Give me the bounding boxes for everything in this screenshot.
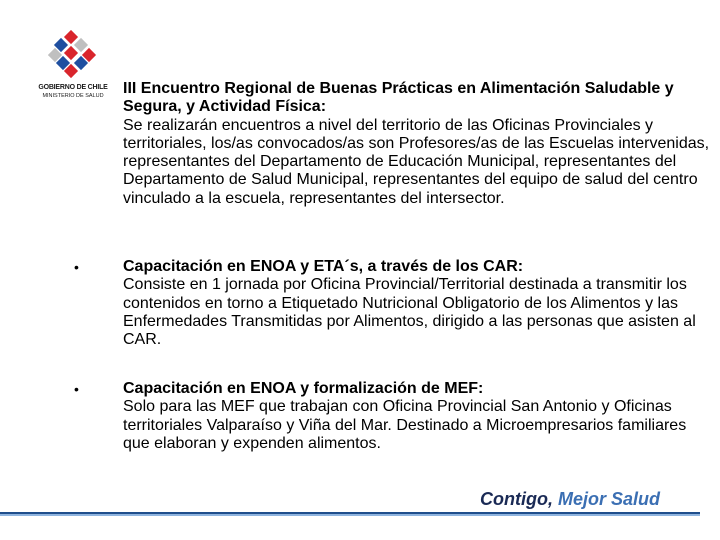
list-item bbox=[123, 258, 713, 349]
ministry-logo bbox=[34, 30, 112, 105]
slogan-part-mejor-salud: Mejor Salud bbox=[558, 489, 661, 509]
logo-ministry-text: MINISTERIO DE SALUD bbox=[42, 93, 104, 99]
item-body: Se realizarán encuentros a nivel del territorio de las Oficinas Provinciales y territoriales, los/as convocados/as son Profesores/as de las Escuelas intervenidas, representantes del Departamento de Educación Municipal, representantes del Departamento de Salud Municipal, representantes del equipo de salud del centro vinculado a la escuela, representantes del intersector. bbox=[123, 116, 710, 207]
chile-flag-cubes-icon bbox=[48, 30, 98, 82]
item-body: Consiste en 1 jornada por Oficina Provincial/Territorial destinada a transmitir los contenidos en torno a Etiquetado Nutricional Obligatorio de los Alimentos y las Enfermedades Transmitidas por Alimentos, dirigido a las personas que asisten al CAR. bbox=[123, 276, 696, 349]
list-item bbox=[123, 80, 713, 208]
slogan-part-contigo: Contigo, bbox=[480, 489, 553, 509]
item-body: Solo para las MEF que trabajan con Oficina Provincial San Antonio y Oficinas territoriales Valparaíso y Viña del Mar. Destinado a Microempresarios familiares que elaboran y expenden alimentos. bbox=[123, 398, 687, 452]
list-item bbox=[123, 380, 713, 453]
bullet-marker: • bbox=[74, 381, 79, 397]
footer-divider-light bbox=[0, 514, 700, 516]
item-heading: Capacitación en ENOA y formalización de MEF: bbox=[123, 380, 484, 397]
footer-slogan bbox=[480, 489, 660, 510]
logo-government-text: GOBIERNO DE CHILE bbox=[38, 84, 108, 91]
bullet-marker: • bbox=[74, 259, 79, 275]
item-heading: Capacitación en ENOA y ETA´s, a través de los CAR: bbox=[123, 258, 524, 275]
item-heading: III Encuentro Regional de Buenas Prácticas en Alimentación Saludable y Segura, y Actividad Física: bbox=[123, 80, 674, 116]
